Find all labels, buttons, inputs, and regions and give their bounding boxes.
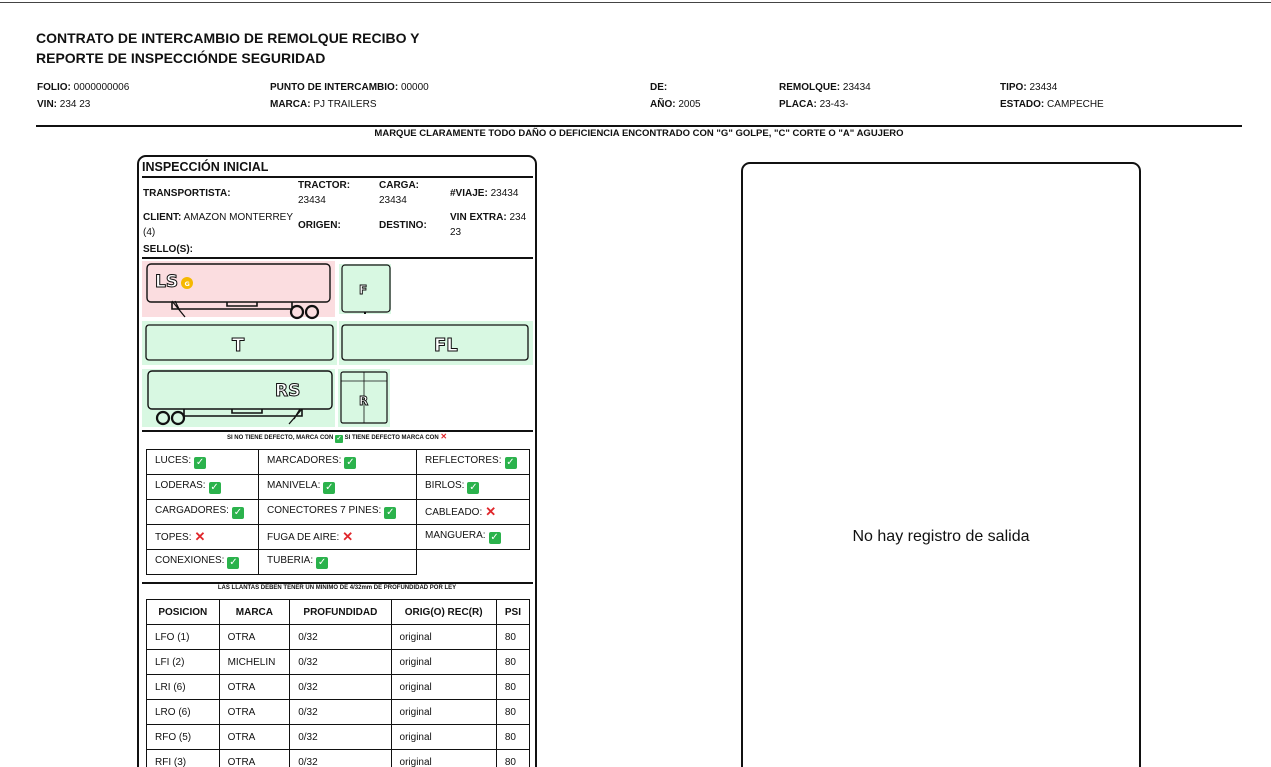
tires-cell: RFO (5) xyxy=(147,725,220,750)
tipo-field xyxy=(1000,79,1104,113)
anio-value: 2005 xyxy=(678,99,701,110)
tires-header-cell: PROFUNDIDAD xyxy=(290,600,391,625)
tires-cell: original xyxy=(391,750,496,767)
cross-icon: ✕ xyxy=(194,529,206,544)
tires-cell: 0/32 xyxy=(290,725,391,750)
tires-cell: 80 xyxy=(496,625,529,650)
checklist-item[interactable] xyxy=(417,500,530,525)
origen-field xyxy=(298,218,341,233)
tires-cell: original xyxy=(391,725,496,750)
marca-value: PJ TRAILERS xyxy=(313,99,377,110)
carga-label: CARGA: xyxy=(379,180,419,191)
check-icon: ✓ xyxy=(195,457,205,468)
info-divider xyxy=(142,257,533,259)
folio-label: FOLIO: xyxy=(37,82,71,93)
anio-label: AÑO: xyxy=(650,99,676,110)
destino-field xyxy=(379,218,427,233)
checklist-row xyxy=(147,450,530,475)
checklist-item-label: CONECTORES 7 PINES: xyxy=(267,505,382,516)
check-icon: ✓ xyxy=(233,507,243,518)
top-border xyxy=(0,2,1271,3)
title-line-1: CONTRATO DE INTERCAMBIO DE REMOLQUE RECIBO Y xyxy=(36,30,420,46)
check-icon: ✓ xyxy=(325,482,334,493)
tires-cell: LFO (1) xyxy=(147,625,220,650)
tires-cell: 80 xyxy=(496,675,529,700)
checklist-row xyxy=(147,500,530,525)
checklist-item-label: MANGUERA: xyxy=(425,530,486,541)
legend-ok-text: SI NO TIENE DEFECTO, MARCA CON xyxy=(226,435,334,441)
punto-field xyxy=(270,79,429,113)
checklist-item[interactable] xyxy=(147,500,259,525)
check-icon: ✓ xyxy=(386,507,395,518)
remolque-value: 23434 xyxy=(842,82,871,93)
check-icon: ✓ xyxy=(210,482,219,493)
estado-value: CAMPECHE xyxy=(1047,99,1104,110)
t-view[interactable] xyxy=(142,321,337,365)
tires-cell: 0/32 xyxy=(290,675,391,700)
f-label: F xyxy=(359,283,368,297)
checklist-item[interactable] xyxy=(259,475,417,500)
check-icon: ✓ xyxy=(506,457,515,468)
checklist-item-label: BIRLOS: xyxy=(425,480,465,491)
tires-cell: original xyxy=(391,625,496,650)
tipo-label: TIPO: xyxy=(1000,82,1027,93)
tires-cell: original xyxy=(391,675,496,700)
checklist-item[interactable] xyxy=(147,450,259,475)
checklist-item-label: CONEXIONES: xyxy=(155,555,225,566)
transportista-label: TRANSPORTISTA: xyxy=(143,188,231,199)
damage-notice: MARQUE CLARAMENTE TODO DAÑO O DEFICIENCIA ENCONTRADO CON "G" GOLPE, "C" CORTE O "A" AGUJERO xyxy=(374,128,904,139)
viaje-value: 23434 xyxy=(490,188,519,199)
checklist-item[interactable] xyxy=(147,525,259,550)
rs-view[interactable] xyxy=(142,369,335,427)
checklist-item[interactable] xyxy=(417,450,530,475)
no-salida-message: No hay registro de salida xyxy=(852,528,1030,545)
check-icon: ✓ xyxy=(490,532,499,543)
checklist-row xyxy=(147,475,530,500)
checklist-item[interactable] xyxy=(259,550,417,575)
tires-note: LAS LLANTAS DEBEN TENER UN MINIMO DE 4/32mm DE PROFUNDIDAD POR LEY xyxy=(217,585,457,591)
transportista-field xyxy=(143,186,231,201)
tires-header-cell: ORIG(O) REC(R) xyxy=(391,600,496,625)
checklist-item-label: TUBERIA: xyxy=(267,555,314,566)
tires-cell: 0/32 xyxy=(290,625,391,650)
check-icon: ✓ xyxy=(229,557,238,568)
viaje-label: #VIAJE: xyxy=(450,188,488,199)
origen-label: ORIGEN: xyxy=(298,220,341,231)
cross-icon: ✕ xyxy=(485,504,497,519)
tires-cell: 0/32 xyxy=(290,750,391,767)
cross-icon: ✕ xyxy=(342,529,354,544)
tractor-field xyxy=(298,178,373,208)
tires-cell: 0/32 xyxy=(290,700,391,725)
salida-panel xyxy=(741,162,1141,767)
tires-cell: RFI (3) xyxy=(147,750,220,767)
inspection-title: INSPECCIÓN INICIAL xyxy=(142,160,269,174)
destino-label: DESTINO: xyxy=(379,220,427,231)
checklist-item[interactable] xyxy=(147,475,259,500)
checklist-item[interactable] xyxy=(259,525,417,550)
viaje-field xyxy=(450,186,518,201)
tires-cell: OTRA xyxy=(219,725,290,750)
rs-label: RS xyxy=(275,381,301,401)
tires-cell: LRO (6) xyxy=(147,700,220,725)
tipo-value: 23434 xyxy=(1029,82,1058,93)
tires-cell: OTRA xyxy=(219,750,290,767)
checklist-row xyxy=(147,525,530,550)
header-divider xyxy=(36,125,1242,127)
inspection-panel xyxy=(137,155,537,767)
de-field xyxy=(650,79,701,113)
checklist-item-label: LODERAS: xyxy=(155,480,206,491)
checklist-item-label: TOPES: xyxy=(155,532,192,543)
table-row xyxy=(147,650,530,675)
vin-label: VIN: xyxy=(37,99,57,110)
estado-label: ESTADO: xyxy=(1000,99,1045,110)
folio-value: 0000000006 xyxy=(73,82,130,93)
checklist-item[interactable] xyxy=(259,500,417,525)
carga-field xyxy=(379,178,444,208)
checklist-item-label: CABLEADO: xyxy=(425,507,483,518)
table-row xyxy=(147,700,530,725)
marca-label: MARCA: xyxy=(270,99,311,110)
tires-table xyxy=(146,599,530,767)
trailer-diagram xyxy=(142,261,533,431)
checklist-item-label: MARCADORES: xyxy=(267,455,342,466)
table-row xyxy=(147,725,530,750)
tires-cell: original xyxy=(391,650,496,675)
tires-cell: OTRA xyxy=(219,625,290,650)
client-label: CLIENT: xyxy=(143,212,182,223)
r-view[interactable] xyxy=(338,369,390,427)
checklist-item-label: FUGA DE AIRE: xyxy=(267,532,340,543)
checklist-item-label: MANIVELA: xyxy=(267,480,321,491)
tires-cell: 0/32 xyxy=(290,650,391,675)
check-icon: ✓ xyxy=(317,557,327,568)
vin-extra-label: VIN EXTRA: xyxy=(450,212,507,223)
vin-value: 234 23 xyxy=(59,99,91,110)
table-row xyxy=(147,625,530,650)
checklist-item-label: CARGADORES: xyxy=(155,505,229,516)
t-label: T xyxy=(232,335,245,356)
tires-cell: MICHELIN xyxy=(219,650,290,675)
checklist-item[interactable] xyxy=(417,525,530,550)
tires-cell: LFI (2) xyxy=(147,650,220,675)
checklist-item-label: LUCES: xyxy=(155,455,192,466)
tractor-label: TRACTOR: xyxy=(298,180,351,191)
checklist-item[interactable] xyxy=(147,550,259,575)
document-title xyxy=(36,28,456,68)
tires-cell: 80 xyxy=(496,650,529,675)
checklist-row xyxy=(147,550,530,575)
checklist-item[interactable] xyxy=(417,475,530,500)
ls-view[interactable] xyxy=(142,261,335,318)
vin-extra-field xyxy=(450,210,534,240)
client-field xyxy=(143,210,298,240)
cross-icon: ✕ xyxy=(440,432,448,441)
legend-note xyxy=(139,432,535,443)
tires-header-cell: POSICION xyxy=(147,600,220,625)
vin-extra-value: 234 23 xyxy=(450,212,527,238)
client-value: AMAZON MONTERREY (4) xyxy=(143,212,293,238)
title-line-2: REPORTE DE INSPECCIÓNDE SEGURIDAD xyxy=(36,50,326,66)
ls-label: LS xyxy=(155,272,179,292)
tires-cell: 80 xyxy=(496,750,529,767)
tires-cell: OTRA xyxy=(219,700,290,725)
carga-value: 23434 xyxy=(379,195,407,206)
table-row xyxy=(147,750,530,767)
tires-cell: original xyxy=(391,700,496,725)
tires-header-cell: MARCA xyxy=(219,600,290,625)
remolque-label: REMOLQUE: xyxy=(779,82,841,93)
checklist-divider xyxy=(142,582,533,584)
legend-bad-text: SI TIENE DEFECTO MARCA CON xyxy=(344,435,439,441)
fl-view[interactable] xyxy=(339,321,533,365)
check-icon: ✓ xyxy=(469,482,478,493)
tires-header-cell: PSI xyxy=(496,600,529,625)
check-icon: ✓ xyxy=(336,436,342,442)
tires-cell: 80 xyxy=(496,700,529,725)
sellos-field xyxy=(143,242,193,257)
checklist-item[interactable] xyxy=(259,450,417,475)
r-label: R xyxy=(359,394,369,408)
f-view[interactable] xyxy=(339,264,391,314)
punto-value: 00000 xyxy=(400,82,429,93)
damage-marker-label: G xyxy=(184,280,190,288)
de-label: DE: xyxy=(650,82,668,93)
placa-value: 23-43- xyxy=(819,99,849,110)
placa-label: PLACA: xyxy=(779,99,817,110)
remolque-field xyxy=(779,79,871,113)
tractor-value: 23434 xyxy=(298,195,326,206)
tires-cell: OTRA xyxy=(219,675,290,700)
checklist-item-label: REFLECTORES: xyxy=(425,455,502,466)
tires-cell: 80 xyxy=(496,725,529,750)
punto-label: PUNTO DE INTERCAMBIO: xyxy=(270,82,399,93)
tires-cell: LRI (6) xyxy=(147,675,220,700)
folio-field xyxy=(37,79,129,113)
checklist-table xyxy=(146,449,530,575)
check-icon: ✓ xyxy=(346,457,355,468)
fl-label: FL xyxy=(434,335,458,356)
table-row xyxy=(147,675,530,700)
sellos-label: SELLO(S): xyxy=(143,244,193,255)
